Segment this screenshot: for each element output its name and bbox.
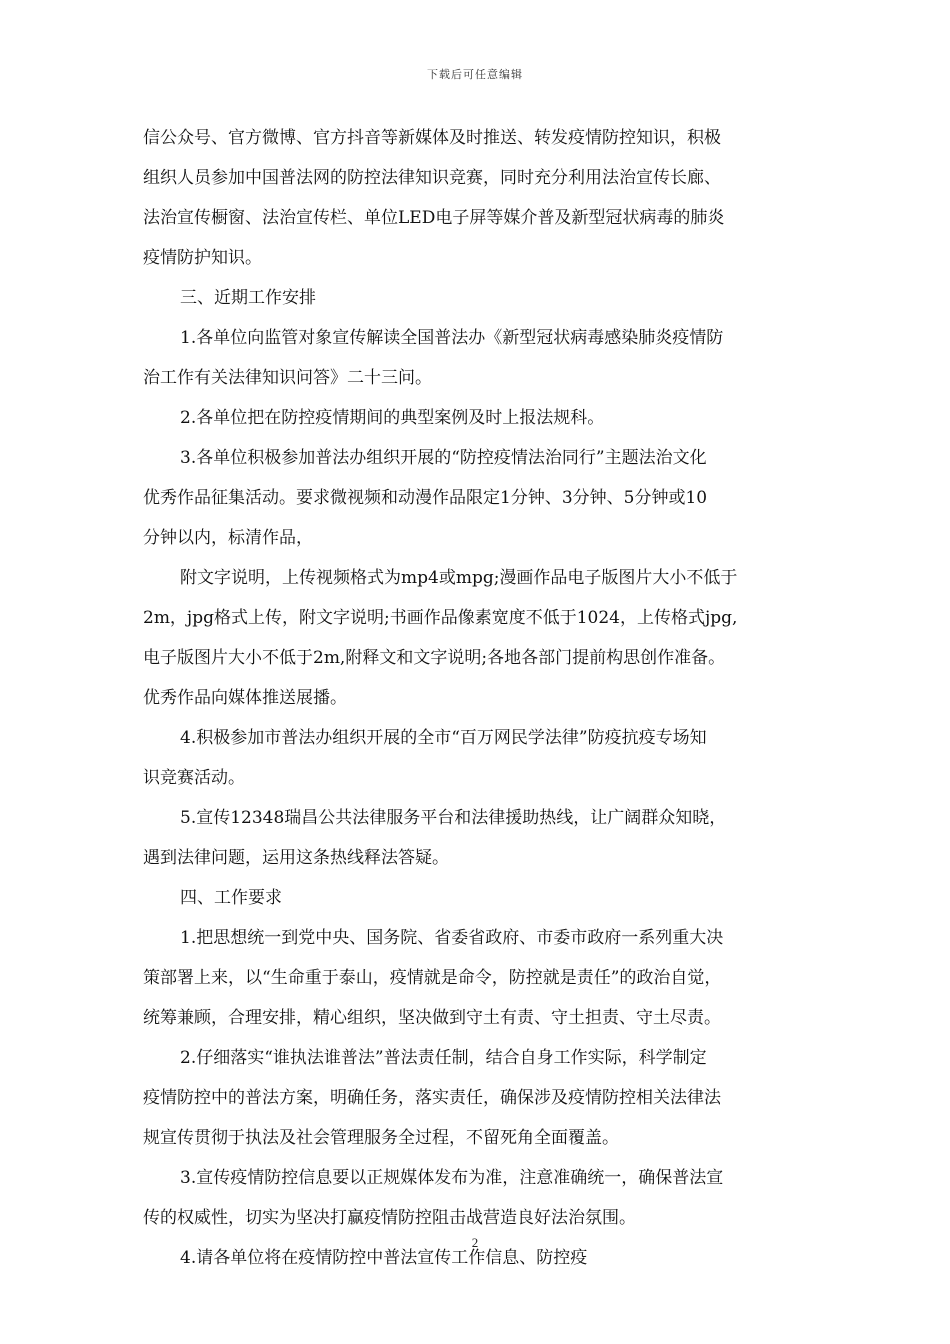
text-line: 统筹兼顾，合理安排，精心组织，坚决做到守土有责、守土担责、守土尽责。 — [143, 1008, 721, 1028]
text-line: 优秀作品征集活动。要求微视频和动漫作品限定1分钟、3分钟、5分钟或10 — [143, 488, 708, 508]
text-line: 3.宣传疫情防控信息要以正规媒体发布为准，注意准确统一，确保普法宣 — [180, 1168, 724, 1188]
text-line: 4.积极参加市普法办组织开展的全市“百万网民学法律”防疫抗疫专场知 — [180, 728, 707, 748]
page-header: 下载后可任意编辑 — [427, 68, 523, 81]
text-line: 信公众号、官方微博、官方抖音等新媒体及时推送、转发疫情防控知识，积极 — [143, 128, 721, 148]
text-line: 2.各单位把在防控疫情期间的典型案例及时上报法规科。 — [180, 408, 605, 428]
text-line: 三、近期工作安排 — [180, 288, 316, 308]
text-line: 电子版图片大小不低于2m,附释文和文字说明;各地各部门提前构思创作准备。 — [143, 648, 726, 668]
text-line: 组织人员参加中国普法网的防控法律知识竞赛，同时充分利用法治宣传长廊、 — [143, 168, 721, 188]
text-line: 策部署上来，以“生命重于泰山，疫情就是命令，防控就是责任”的政治自觉， — [143, 968, 722, 988]
document-body — [143, 118, 810, 1278]
text-line: 疫情防控中的普法方案，明确任务，落实责任，确保涉及疫情防控相关法律法 — [143, 1088, 721, 1108]
text-line: 分钟以内，标清作品， — [143, 528, 313, 548]
text-line: 识竞赛活动。 — [143, 768, 245, 788]
text-line: 优秀作品向媒体推送展播。 — [143, 688, 347, 708]
text-line: 传的权威性，切实为坚决打赢疫情防控阻击战营造良好法治氛围。 — [143, 1208, 636, 1228]
text-line: 5.宣传12348瑞昌公共法律服务平台和法律援助热线，让广阔群众知晓， — [180, 808, 727, 828]
text-line: 治工作有关法律知识问答》二十三问。 — [143, 368, 432, 388]
text-line: 4.请各单位将在疫情防控中普法宣传工作信息、防控疫 — [180, 1248, 588, 1268]
text-line: 规宣传贯彻于执法及社会管理服务全过程，不留死角全面覆盖。 — [143, 1128, 619, 1148]
text-line: 1.把思想统一到党中央、国务院、省委省政府、市委市政府一系列重大决 — [180, 928, 724, 948]
text-line: 四、工作要求 — [180, 888, 282, 908]
text-line: 法治宣传橱窗、法治宣传栏、单位LED电子屏等媒介普及新型冠状病毒的肺炎 — [143, 208, 725, 228]
text-line: 2.仔细落实“谁执法谁普法”普法责任制，结合自身工作实际，科学制定 — [180, 1048, 707, 1068]
text-line: 遇到法律问题，运用这条热线释法答疑。 — [143, 848, 449, 868]
text-line: 2m，jpg格式上传，附文字说明;书画作品像素宽度不低于1024，上传格式jpg, — [143, 608, 738, 628]
text-line: 疫情防护知识。 — [143, 248, 262, 268]
text-line: 附文字说明，上传视频格式为mp4或mpg;漫画作品电子版图片大小不低于 — [180, 568, 738, 588]
text-line: 1.各单位向监管对象宣传解读全国普法办《新型冠状病毒感染肺炎疫情防 — [180, 328, 724, 348]
text-line: 3.各单位积极参加普法办组织开展的“防控疫情法治同行”主题法治文化 — [180, 448, 707, 468]
page-number: 2 — [471, 1235, 479, 1250]
